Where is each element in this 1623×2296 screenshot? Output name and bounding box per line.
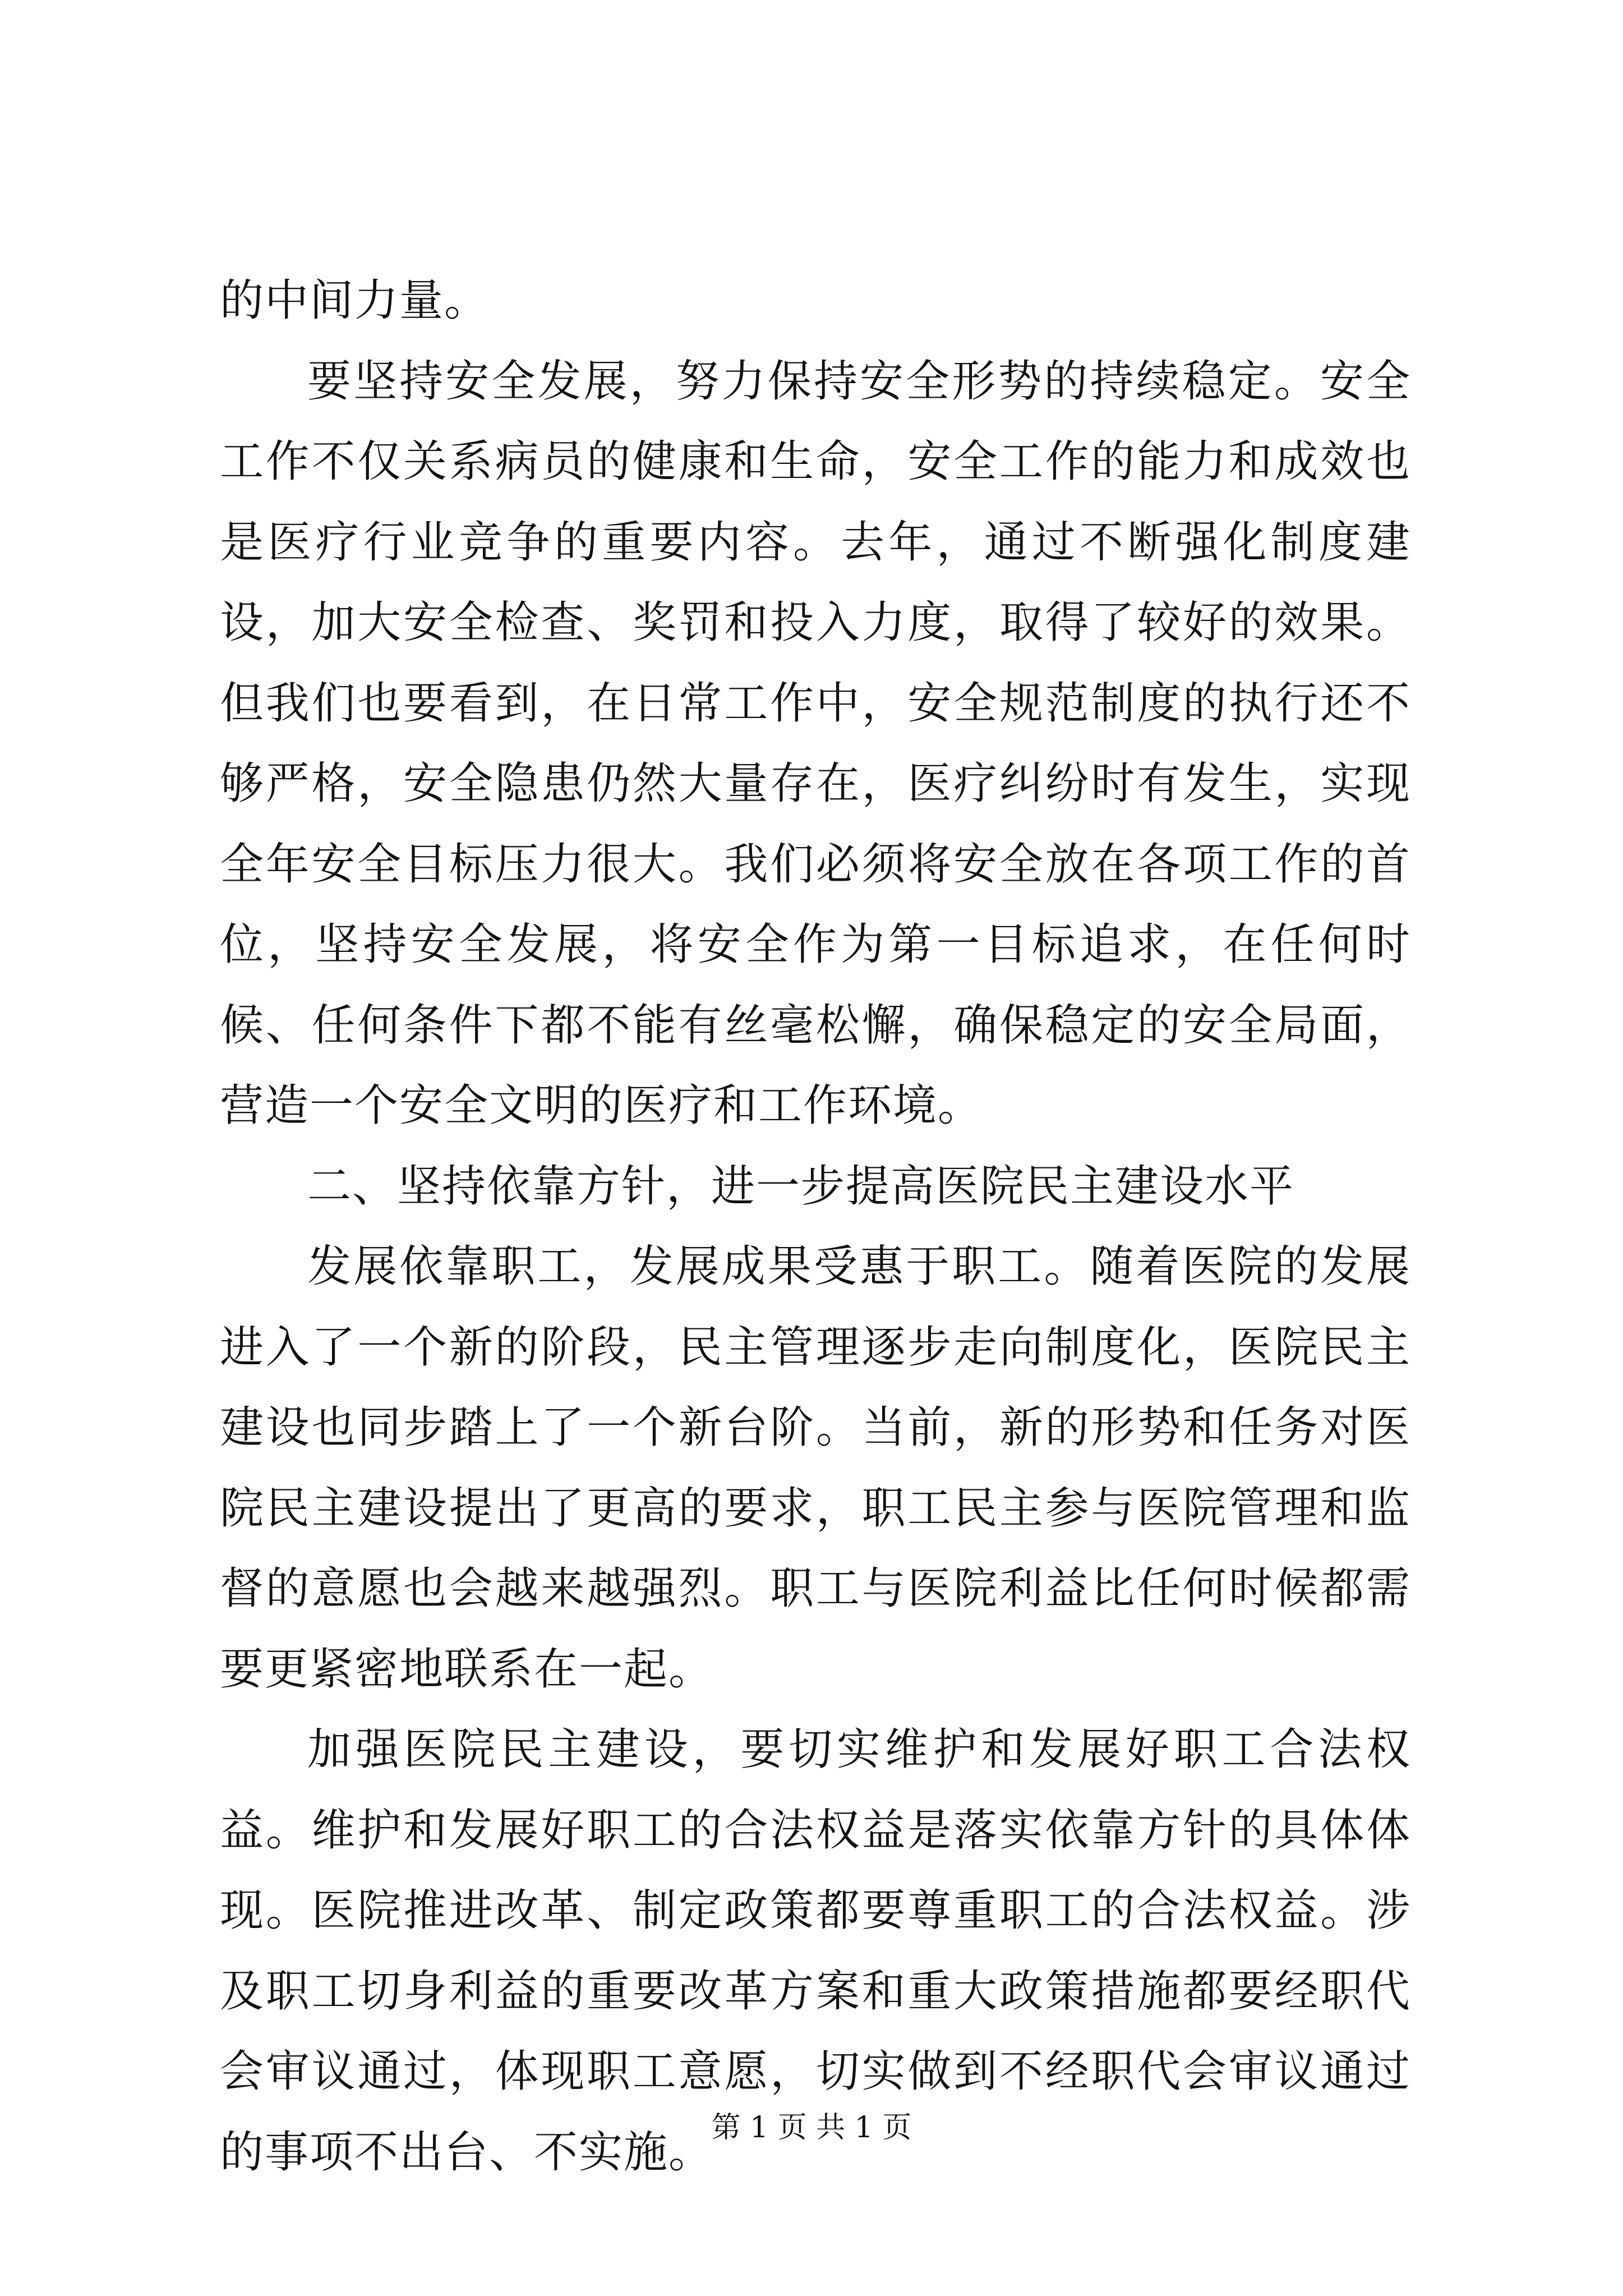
section-heading-2: 二、坚持依靠方针，进一步提高医院民主建设水平 [307,1161,1295,1212]
page-footer [0,2108,1623,2147]
paragraph-safety-development: 要坚持安全发展，努力保持安全形势的持续稳定。安全工作不仅关系病员的健康和生命，安全工作的能力和成效也是医疗行业竞争的重要内容。去年，通过不断强化制度建设，加大安全检查、奖罚和投入力度，取得了较好的效果。但我们也要看到，在日常工作中，安全规范制度的执行还不够严格，安全隐患仍然大量存在，医疗纠纷时有发生，实现全年安全目标压力很大。我们必须将安全放在各项工作的首位，坚持安全发展，将安全作为第一目标追求，在任何时候、任何条件下都不能有丝毫松懈，确保稳定的安全局面，营造一个安全文明的医疗和工作环境。 [220,356,1411,1131]
paragraph-staff-rights: 加强医院民主建设，要切实维护和发展好职工合法权益。维护和发展好职工的合法权益是落实依靠方针的具体体现。医院推进改革、制定政策都要尊重职工的合法权益。涉及职工切身利益的重要改革方案和重大政策措施都要经职代会审议通过，体现职工意愿，切实做到不经职代会审议通过的事项不出台、不实施。 [220,1724,1411,2178]
page-number-label: 第 1 页 共 1 页 [711,2111,912,2145]
paragraph-continuation: 的中间力量。 [220,275,490,326]
document-body [220,261,1411,2193]
paragraph-rely-on-staff: 发展依靠职工，发展成果受惠于职工。随着医院的发展进入了一个新的阶段，民主管理逐步走向制度化，医院民主建设也同步踏上了一个新台阶。当前，新的形势和任务对医院民主建设提出了更高的要求，职工民主参与医院管理和监督的意愿也会越来越强烈。职工与医院利益比任何时候都需要更紧密地联系在一起。 [220,1241,1411,1695]
